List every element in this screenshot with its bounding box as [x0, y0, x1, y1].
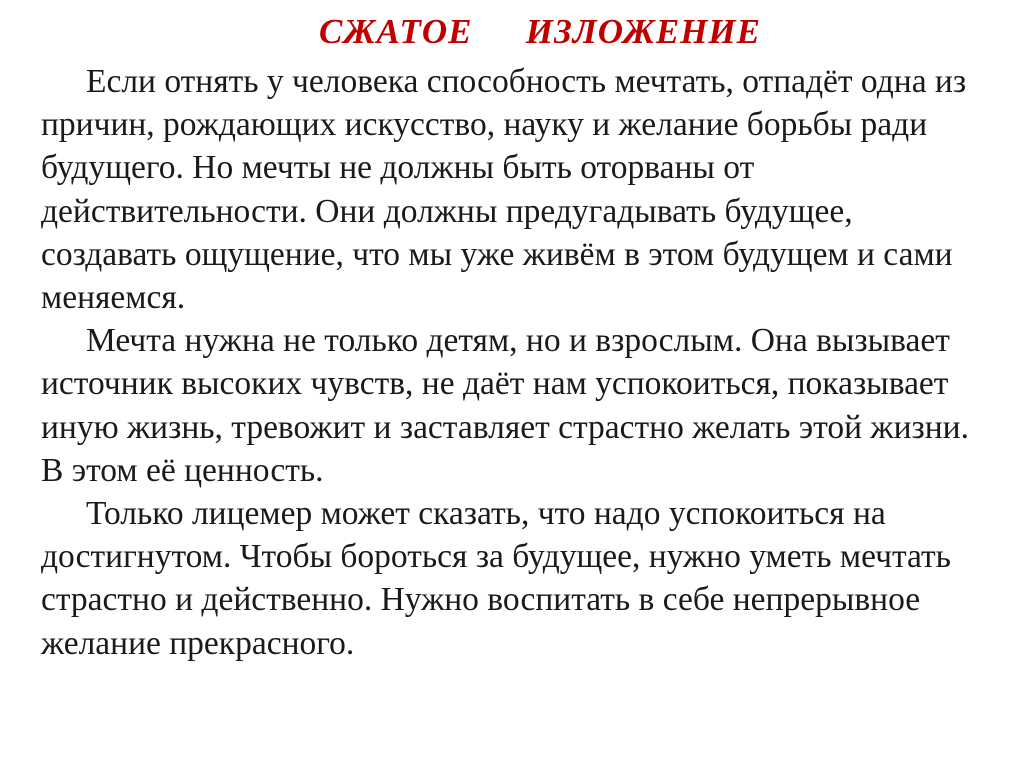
body-text — [41, 60, 991, 665]
paragraph-1: Если отнять у человека способность мечтать, отпадёт одна из причин, рождающих искусство, науку и желание борьбы ради будущего. Но мечты не должны быть оторваны от действительности. Они должны предугадывать будущее, создавать ощущение, что мы уже живём в этом будущем и сами меняемся. — [41, 63, 967, 317]
paragraph-3: Только лицемер может сказать, что надо успокоиться на достигнутом. Чтобы бороться за будущее, нужно уметь мечтать страстно и действенно. Нужно воспитать в себе непрерывное желание прекрасного. — [41, 495, 951, 662]
slide-title: СЖАТОЕ ИЗЛОЖЕНИЕ — [319, 12, 761, 51]
paragraph-2: Мечта нужна не только детям, но и взрослым. Она вызывает источник высоких чувств, не даёт нам успокоиться, показывает иную жизнь, тревожит и заставляет страстно желать этой жизни. В этом её ценность. — [41, 322, 969, 489]
